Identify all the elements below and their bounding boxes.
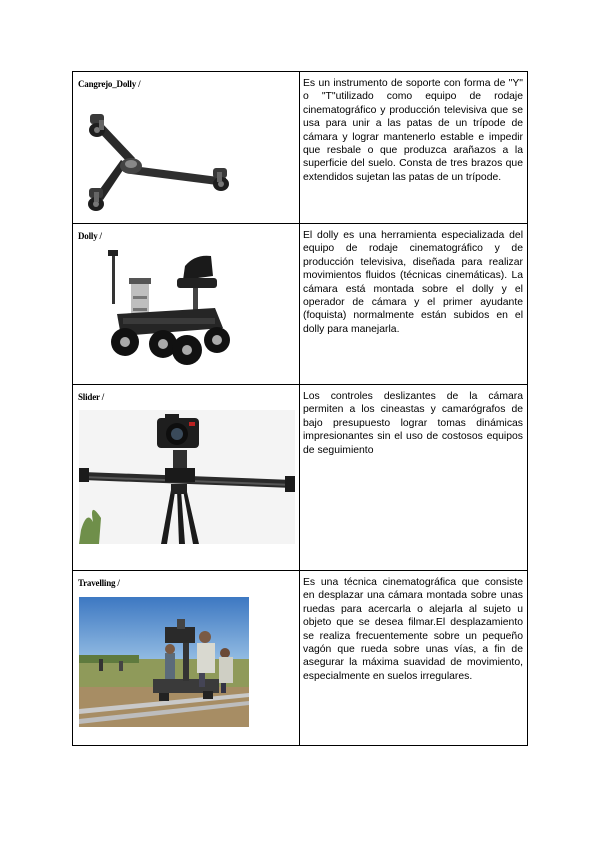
description-cell xyxy=(300,72,528,224)
description-text: Los controles deslizantes de la cámara permiten a los cineastas y camarógrafos de bajo presupuesto lograr tomas dinámicas impresionantes sin el uso de costosos equipos de seguimiento xyxy=(303,391,523,456)
table-row xyxy=(73,571,528,746)
tripod-dolly-image xyxy=(81,100,231,212)
description-cell xyxy=(300,385,528,571)
description-text: Es una técnica cinematográfica que consiste en desplazar una cámara montada sobre unas ruedas para acercarla o alejarla al sujeto u objeto que se desea filmar.El desplazamiento se realiza frecuentemente sobre un pequeño vagón que rueda sobre unas vías, a fin de asegurar la máxima suavidad de movimiento, especialmente en suelos irregulares. xyxy=(303,577,523,682)
term-cell xyxy=(73,224,300,385)
term-cell xyxy=(73,571,300,746)
term-label: Slider / xyxy=(78,392,104,402)
term-label: Travelling / xyxy=(78,578,120,588)
description-cell xyxy=(300,571,528,746)
equipment-table xyxy=(72,71,528,746)
description-text: Es un instrumento de soporte con forma de "Y" o "T"utilizado como equipo de rodaje cinematográfico y producción televisiva que se usa para unir a las patas de un trípode de cámara y lograr mantenerlo estable e impedir que resbale o que produzca arañazos a la superficie del suelo. Consta de tres brazos que extendidos sujetan las patas de un trípode. xyxy=(303,78,523,183)
table-row xyxy=(73,224,528,385)
term-cell xyxy=(73,385,300,571)
table-row xyxy=(73,72,528,224)
term-label: Cangrejo_Dolly / xyxy=(78,79,141,89)
description-text: El dolly es una herramienta especializada del equipo de rodaje cinematográfico y de producción televisiva, diseñada para realizar movimientos fluidos (técnicas cinemáticas). La cámara está montada sobre el dolly y el operador de cámara y el primer ayudante (foquista) normalmente están subidos en el dolly para manejarla. xyxy=(303,230,523,335)
term-cell xyxy=(73,72,300,224)
camera-slider-image xyxy=(79,410,295,544)
camera-dolly-image xyxy=(103,248,233,372)
description-cell xyxy=(300,224,528,385)
table-row xyxy=(73,385,528,571)
term-label: Dolly / xyxy=(78,231,102,241)
travelling-photo xyxy=(79,597,249,727)
